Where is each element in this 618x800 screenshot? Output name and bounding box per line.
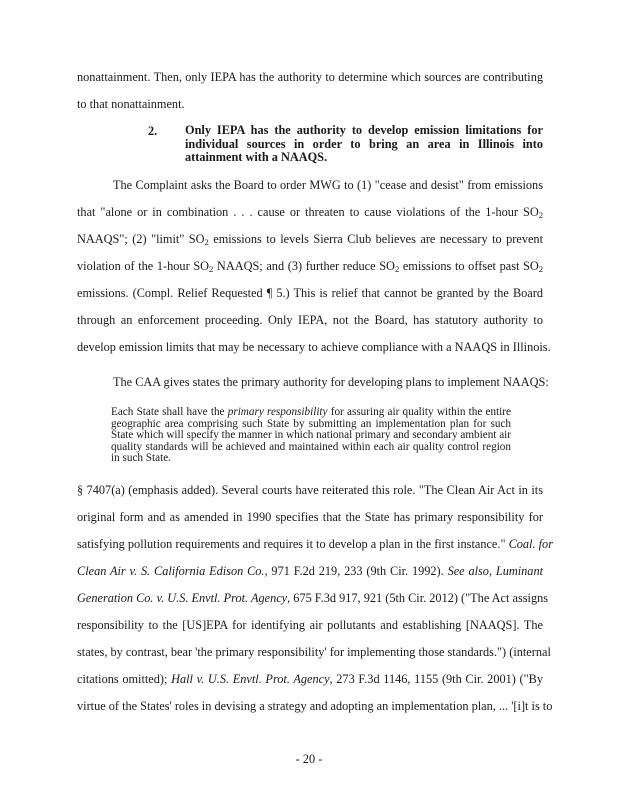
body-line: The CAA gives states the primary authority for developing plans to implement NAAQS: [113,375,549,389]
body-line: to that nonattainment. [77,97,185,111]
body-line: citations omitted); Hall v. U.S. Envtl. Prot. Agency, 273 F.3d 1146, 1155 (9th Cir. 2001) ("By [77,672,543,686]
body-line: responsibility to the [US]EPA for identifying air pollutants and establishing [NAAQS]. The [77,618,543,632]
body-line: NAAQS"; (2) "limit" $SO_2$ emissions to levels Sierra Club believes are necessary to prevent [77,232,543,247]
body-line: states, by contrast, bear 'the primary responsibility' for implementing those standards.") (internal [77,645,551,659]
section-number: 2. [148,124,158,138]
body-line: § 7407(a) (emphasis added). Several courts have reiterated this role. "The Clean Air Act in its [77,483,543,497]
section-heading: Only IEPA has the authority to develop emission limitations for individual sources in order to bring an area in Illinois into attainment with a NAAQS. [185,123,543,165]
body-line: nonattainment. Then, only IEPA has the authority to determine which sources are contributing [77,70,543,84]
body-line: emissions. (Compl. Relief Requested ¶ 5.) This is relief that cannot be granted by the Board [77,286,543,300]
body-line: through an enforcement proceeding. Only IEPA, not the Board, has statutory authority to [77,313,543,327]
emphasis: primary responsibility [227,406,328,418]
body-line: The Complaint asks the Board to order MWG to (1) "cease and desist" from emissions [113,178,543,192]
body-line: virtue of the States' roles in devising a strategy and adopting an implementation plan, ... '[i]t is to [77,699,553,713]
body-line: Generation Co. v. U.S. Envtl. Prot. Agency, 675 F.3d 917, 921 (5th Cir. 2012) ("The Act assigns [77,591,549,605]
body-line: Clean Air v. S. California Edison Co., 971 F.2d 219, 233 (9th Cir. 1992). See also, Luminant [77,564,544,578]
case-citation: See also, Luminant [447,564,544,578]
case-citation: Clean Air v. S. California Edison Co. [77,564,265,578]
body-line: that "alone or in combination . . . cause or threaten to cause violations of the 1-hour $SO_2$ [77,205,543,220]
body-line: develop emission limits that may be necessary to achieve compliance with a NAAQS in Illinois. [77,340,551,354]
case-citation: Hall v. U.S. Envtl. Prot. Agency [171,672,330,686]
case-citation: Generation Co. v. U.S. Envtl. Prot. Agency [77,591,288,605]
body-line: violation of the 1-hour $SO_2$ NAAQS; and (3) further reduce $SO_2$ emissions to offset past $SO_2$ [77,259,543,274]
case-citation: Coal. for [508,537,553,551]
page-number: - 20 - [295,752,323,766]
body-line: satisfying pollution requirements and requires it to develop a plan in the first instance." Coal. for [77,537,553,551]
body-line: original form and as amended in 1990 specifies that the State has primary responsibility for [77,510,543,524]
block-quote: Each State shall have the primary responsibility for assuring air quality within the entire geographic area comprising such State by submitting an implementation plan for such State which will specify the manner in which national primary and secondary ambient air quality standards will be achieved and maintained within each air quality control region in such State. [111,406,511,465]
